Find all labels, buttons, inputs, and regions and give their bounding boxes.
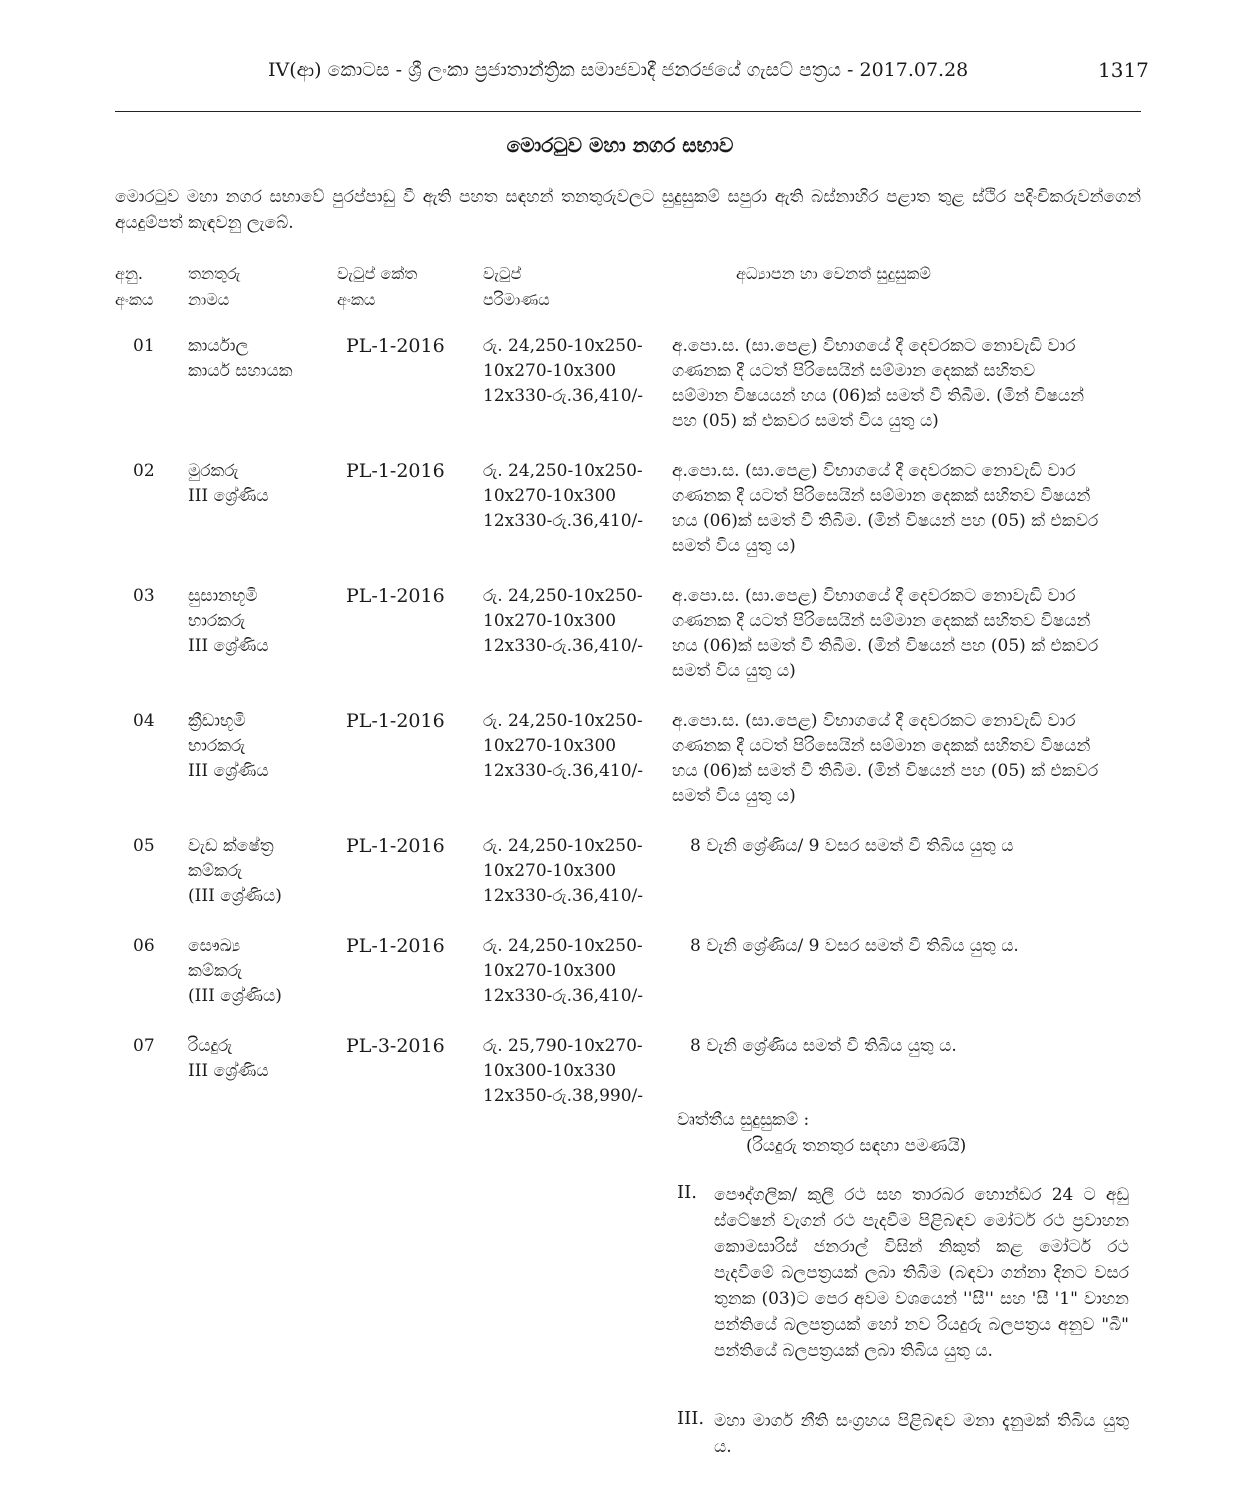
salary-scale-line: 10x300-10x330 (483, 1061, 617, 1081)
qualification-line: හය (06)ක් සමත් වී තිබීම. (මින් විෂයන් පහ (05) ක් එකවර (672, 636, 1099, 656)
salary-scale (483, 1034, 643, 1109)
row-number: 02 (133, 461, 155, 481)
salary-scale-line: රු. 25,790-10x270- (483, 1036, 643, 1056)
salary-scale-line: රු. 24,250-10x250- (483, 586, 643, 606)
salary-code: PL-1-2016 (346, 710, 445, 732)
column-header-code (337, 261, 417, 313)
salary-code: PL-1-2016 (346, 585, 445, 607)
qualification-line: 8 වැනි ශ්‍රේණිය සමත් වී තිබිය යුතු ය. (690, 1036, 957, 1056)
salary-scale-line: 12x330-රු.36,410/- (483, 761, 643, 781)
salary-scale (483, 459, 643, 534)
post-name-line: III ශ්‍රේණිය (188, 1061, 269, 1081)
post-name-line: වැඩ ක්ෂේත්‍ර (188, 836, 274, 856)
qualifications (690, 834, 1140, 859)
salary-scale-line: 12x330-රු.36,410/- (483, 986, 643, 1006)
professional-qualifications-heading: වෘත්තීය සුදුසුකම් : (677, 1110, 810, 1130)
intro-paragraph: මොරටුව මහා නගර සභාවේ පුරප්පාඩු වී ඇති පහත සඳහන් තනතුරුවලට සුදුසුකම් සපුරා ඇති බස්නාහිර පළාත තුළ ස්ථිර පදිංචිකරුවන්ගෙන් අයදුම්පත් කැඳවනු ලැබේ. (115, 187, 1141, 233)
salary-scale-line: 10x270-10x300 (483, 361, 617, 381)
note-text: පෞද්ගලික/ කුලී රථ සහ තාරබර හොන්ඩර 24 ට අඩු ස්ටේෂන් වැගන් රථ පැදවීම පිළිබඳව මෝටර් රථ ප්‍රවාහන කොමසාරිස් ජනරාල් විසින් නිකුත් කළ මෝටර් රථ පැදවීමේ බලපත්‍රයක් ලබා තිබීම (බඳවා ගන්නා දිනට වසර තුනක (03)ට පෙර අවම වශයෙන් ''සී'' සහ 'සී '1" වාහන පන්තියේ බලපත්‍රයක් හෝ නව රියදුරු බලපත්‍රය අනුව "බී" පන්තියේ බලපත්‍රයක් ලබා තිබිය යුතු ය. (714, 1185, 1129, 1361)
column-header-name-line: තනතුරු (188, 264, 241, 283)
column-header-scale (483, 261, 550, 313)
salary-scale-line: 12x330-රු.36,410/- (483, 636, 643, 656)
post-name-line: III ශ්‍රේණිය (188, 486, 269, 506)
qualification-line: සම්මාන විෂයයන් හය (06)ක් සමත් වී තිබීම. (මින් විෂයන් (672, 386, 1085, 406)
salary-code: PL-1-2016 (346, 460, 445, 482)
qualification-line: සමත් විය යුතු ය) (672, 536, 796, 556)
post-name (188, 1034, 269, 1084)
salary-scale-line: 10x270-10x300 (483, 861, 617, 881)
header-running-title: IV(ආ) කොටස - ශ්‍රී ලංකා ප්‍රජාතාන්ත්‍රික සමාජවාදී ජනරජයේ ගැසට් පත්‍රය - 2017.07.28 (268, 59, 969, 81)
row-number: 01 (133, 336, 155, 356)
post-name (188, 459, 269, 509)
salary-scale-line: රු. 24,250-10x250- (483, 836, 643, 856)
row-number: 05 (133, 836, 155, 856)
column-header-no-line: අංකය (115, 290, 154, 309)
note-number: III. (677, 1408, 705, 1429)
salary-scale (483, 834, 643, 909)
note-text: මහා මාර්ග නීති සංග්‍රහය පිළිබඳව මනා දැනුමක් තිබිය යුතු ය. (714, 1411, 1129, 1457)
post-name-line: රියදුරු (188, 1036, 233, 1056)
salary-scale-line: 10x270-10x300 (483, 736, 617, 756)
post-name-line: (III ශ්‍රේණිය) (188, 986, 282, 1006)
post-name-line: කාර්ය සහායක (188, 361, 293, 381)
salary-code: PL-1-2016 (346, 835, 445, 857)
post-name (188, 584, 269, 659)
page-number: 1317 (1098, 58, 1149, 82)
qualifications (672, 584, 1130, 684)
column-header-no-line: අනු. (115, 264, 143, 283)
salary-scale-line: රු. 24,250-10x250- (483, 936, 643, 956)
qualifications (672, 459, 1130, 559)
post-name-line: මුරකරු (188, 461, 239, 481)
salary-scale-line: 10x270-10x300 (483, 961, 617, 981)
qualification-line: පහ (05) ක් එකවර සමත් විය යුතු ය) (672, 411, 939, 431)
column-header-no (115, 261, 153, 313)
qualification-line: සමත් විය යුතු ය) (672, 786, 796, 806)
post-name-line: භාරකරු (188, 611, 246, 631)
qualification-line: සමත් විය යුතු ය) (672, 661, 796, 681)
row-number: 03 (133, 586, 155, 606)
column-header-scale-line: වැටුප් (483, 264, 522, 283)
qualifications (690, 1034, 1140, 1059)
qualifications (672, 709, 1130, 809)
salary-scale-line: රු. 24,250-10x250- (483, 711, 643, 731)
qualification-line: අ.පො.ස. (සා.පෙළ) විභාගයේ දී දෙවරකට නොවැඩි වාර (672, 586, 1076, 606)
qualification-line: හය (06)ක් සමත් වී තිබීම. (මින් විෂයන් පහ (05) ක් එකවර (672, 511, 1099, 531)
post-name-line: සුසානභූමි (188, 586, 258, 606)
salary-scale-line: රු. 24,250-10x250- (483, 461, 643, 481)
salary-scale-line: 12x350-රු.38,990/- (483, 1086, 643, 1106)
post-name-line: කම්කරු (188, 861, 243, 881)
post-name-line: (III ශ්‍රේණිය) (188, 886, 282, 906)
column-header-name (188, 261, 240, 313)
column-header-qualifications (736, 261, 931, 287)
header-rule (115, 111, 1141, 112)
post-name-line: කාර්යාල (188, 336, 249, 356)
post-name-line: සෞඛ්‍ය (188, 936, 241, 956)
salary-scale-line: 12x330-රු.36,410/- (483, 511, 643, 531)
row-number: 06 (133, 936, 155, 956)
salary-code: PL-3-2016 (346, 1035, 445, 1057)
salary-code: PL-1-2016 (346, 935, 445, 957)
post-name-line: III ශ්‍රේණිය (188, 761, 269, 781)
salary-code: PL-1-2016 (346, 335, 445, 357)
qualification-line: ගණනක දී යටත් පිරිසෙයින් සම්මාන දෙකක් සහිතව විෂයන් (672, 486, 1091, 506)
qualification-line: අ.පො.ස. (සා.පෙළ) විභාගයේ දී දෙවරකට නොවැඩි වාර (672, 336, 1076, 356)
column-header-code-line: වැටුප් කේත (337, 264, 418, 283)
note-number: II. (677, 1182, 697, 1203)
qualification-line: 8 වැනි ශ්‍රේණිය/ 9 වසර සමත් වී තිබිය යුතු ය. (690, 936, 1019, 956)
post-name (188, 934, 282, 1009)
qualification-line: ගණනක දී යටත් පිරිසෙයින් සම්මාන දෙකක් සහිතව විෂයන් (672, 736, 1091, 756)
qualification-line: ගණනක දී යටත් පිරිසෙයින් සම්මාන දෙකක් සහිතව විෂයන් (672, 611, 1091, 631)
column-header-name-line: නාමය (188, 290, 230, 309)
column-header-qual-line: අධ්‍යාපන හා වෙනත් සුදුසුකම් (736, 264, 931, 283)
post-name-line: ක්‍රීඩාභූමි (188, 711, 246, 731)
salary-scale (483, 709, 643, 784)
qualification-line: අ.පො.ස. (සා.පෙළ) විභාගයේ දී දෙවරකට නොවැඩි වාර (672, 711, 1076, 731)
column-header-code-line: අංකය (337, 290, 376, 309)
qualification-line: අ.පො.ස. (සා.පෙළ) විභාගයේ දී දෙවරකට නොවැඩි වාර (672, 461, 1076, 481)
post-name-line: III ශ්‍රේණිය (188, 636, 269, 656)
qualifications (672, 334, 1130, 434)
document-title: මොරටුව මහා නගර සභාව (506, 133, 734, 157)
salary-scale-line: 12x330-රු.36,410/- (483, 386, 643, 406)
row-number: 04 (133, 711, 155, 731)
salary-scale (483, 934, 643, 1009)
post-name-line: කම්කරු (188, 961, 243, 981)
column-header-scale-line: පරිමාණය (483, 290, 550, 309)
row-number: 07 (133, 1036, 155, 1056)
salary-scale-line: 10x270-10x300 (483, 486, 617, 506)
qualification-line: ගණනක දී යටත් පිරිසෙයින් සම්මාන දෙකක් සහිතව (672, 361, 1036, 381)
salary-scale (483, 584, 643, 659)
salary-scale (483, 334, 643, 409)
qualification-line: හය (06)ක් සමත් වී තිබීම. (මින් විෂයන් පහ (05) ක් එකවර (672, 761, 1099, 781)
salary-scale-line: 10x270-10x300 (483, 611, 617, 631)
qualifications (690, 934, 1140, 959)
qualification-line: 8 වැනි ශ්‍රේණිය/ 9 වසර සමත් වී තිබිය යුතු ය (690, 836, 1014, 856)
post-name (188, 334, 293, 384)
salary-scale-line: රු. 24,250-10x250- (483, 336, 643, 356)
professional-qualifications-subheading: (රියදුරු තනතුර සඳහා පමණයි) (746, 1136, 967, 1156)
salary-scale-line: 12x330-රු.36,410/- (483, 886, 643, 906)
post-name-line: භාරකරු (188, 736, 246, 756)
post-name (188, 709, 269, 784)
post-name (188, 834, 282, 909)
